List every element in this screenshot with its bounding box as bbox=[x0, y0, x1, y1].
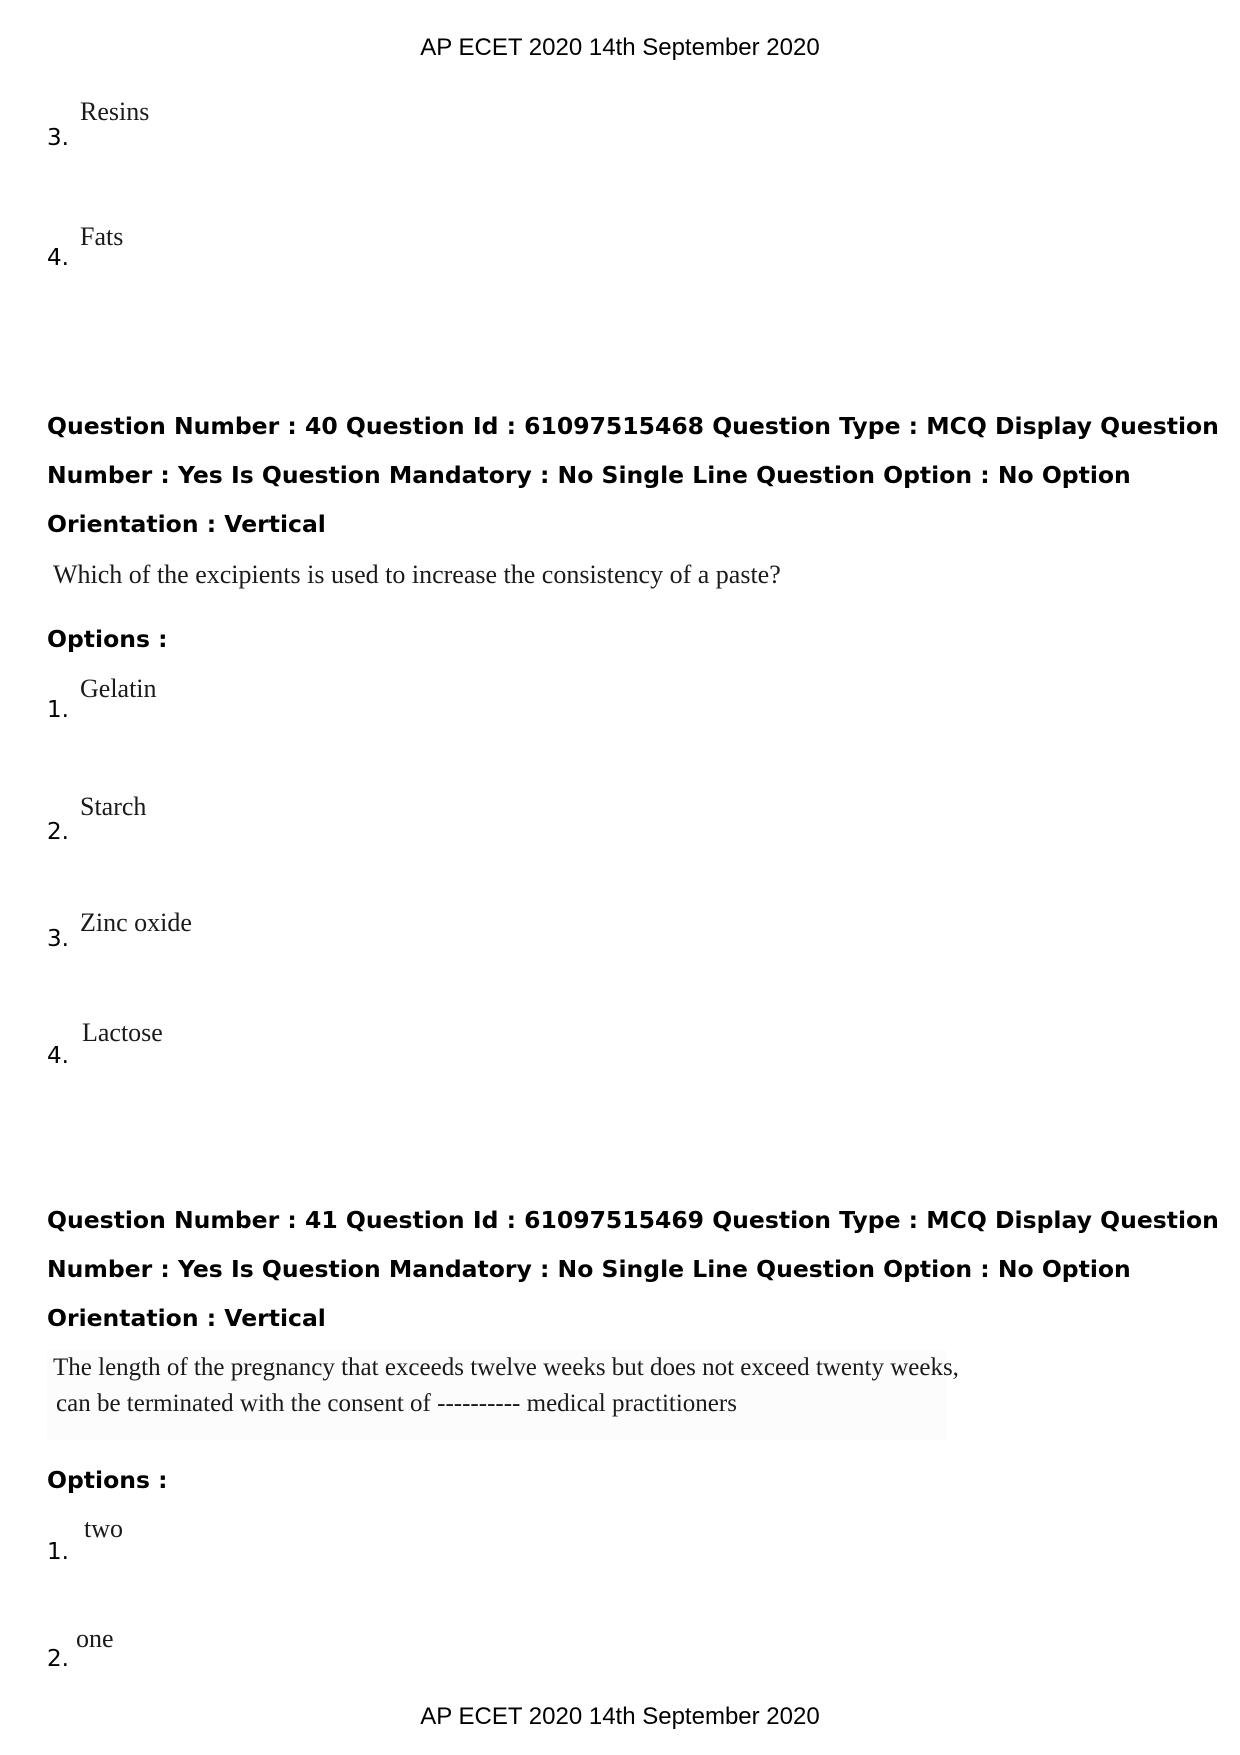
question-41-options-label: Options : bbox=[47, 1466, 168, 1494]
option-number: 4. bbox=[47, 1043, 69, 1069]
option-text: Lactose bbox=[82, 1018, 163, 1047]
question-41-text-line-1: The length of the pregnancy that exceeds twelve weeks but does not exceed twenty weeks, bbox=[53, 1354, 959, 1381]
option-number: 3. bbox=[47, 926, 69, 952]
question-40-text: Which of the excipients is used to increase the consistency of a paste? bbox=[53, 560, 781, 589]
option-text: Gelatin bbox=[80, 674, 157, 703]
meta-line: Question Number : 40 Question Id : 61097515468 Question Type : MCQ Display Question bbox=[47, 412, 1219, 440]
option-number: 1. bbox=[47, 1539, 69, 1565]
option-text: one bbox=[76, 1624, 114, 1653]
page-footer: AP ECET 2020 14th September 2020 bbox=[420, 1703, 820, 1730]
meta-line: Orientation : Vertical bbox=[47, 1304, 326, 1332]
option-number: 2. bbox=[47, 1646, 69, 1672]
option-number: 2. bbox=[47, 819, 69, 845]
meta-line: Question Number : 41 Question Id : 61097515469 Question Type : MCQ Display Question bbox=[47, 1206, 1219, 1234]
option-text: Zinc oxide bbox=[80, 908, 192, 937]
option-number: 4. bbox=[47, 245, 69, 271]
question-40-options-label: Options : bbox=[47, 625, 168, 653]
option-text: Fats bbox=[80, 222, 124, 251]
page-header: AP ECET 2020 14th September 2020 bbox=[420, 34, 820, 61]
option-number: 3. bbox=[47, 125, 69, 151]
meta-line: Number : Yes Is Question Mandatory : No Single Line Question Option : No Option bbox=[47, 1255, 1131, 1283]
question-41-meta bbox=[47, 1196, 1219, 1343]
option-text: Starch bbox=[80, 792, 147, 821]
option-number: 1. bbox=[47, 697, 69, 723]
option-text: two bbox=[84, 1514, 123, 1543]
question-40-meta bbox=[47, 402, 1219, 549]
meta-line: Orientation : Vertical bbox=[47, 510, 326, 538]
option-text: Resins bbox=[80, 97, 150, 126]
question-41-text-line-2: can be terminated with the consent of ---------- medical practitioners bbox=[56, 1390, 737, 1417]
meta-line: Number : Yes Is Question Mandatory : No Single Line Question Option : No Option bbox=[47, 461, 1131, 489]
